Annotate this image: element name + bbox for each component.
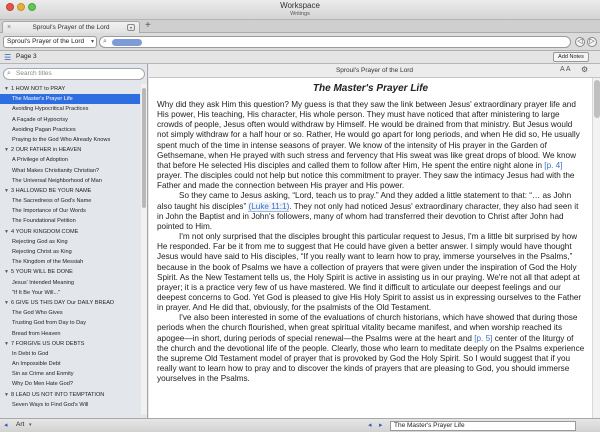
disclosure-triangle-icon[interactable]: ▼ [4,147,9,154]
toc-item-label: The Master's Prayer Life [12,96,73,103]
toc-item-label: The Foundational Petition [12,218,76,225]
tab-label: Sproul's Prayer of the Lord [32,24,110,31]
panel-toggle-icon[interactable]: ◂ [4,422,8,429]
toc-item-label: Avoiding Pagan Practices [12,126,76,133]
toc-item[interactable] [0,369,140,379]
paragraph-text: Why did they ask Him this question? My guess is that they saw the link between Jesus' extraordinary prayer life and His power, His teaching, His character, His whole person. They must have noticed that after ministering to large crowds of people, Jesus often would withdraw by Himself. He would be drained from that ministry. But Jesus would not simply withdraw for a half hour or so. Rather, He would go apart for long periods, and when He did so, He usually spent much of the time in intense seasons of prayer. We know of the intensity of His prayer in the Garden of Gethsemane, when He prayed with such stress and fervency that His sweat was like great drops of blood. We know that before He selected His disciples and called them to follow after Him, He spent the entire night alone in [157,100,580,170]
toc-item-label: 3 HALLOWED BE YOUR NAME [11,187,92,194]
toc-section[interactable] [0,145,140,155]
art-label[interactable]: Art [16,421,25,428]
toc-item[interactable] [0,349,140,359]
toc-item[interactable] [0,359,140,369]
toc-section[interactable] [0,227,140,237]
toc-item-label: "If It Be Your Will..." [12,289,61,296]
disclosure-triangle-icon[interactable]: ▼ [4,391,9,398]
toc-item[interactable] [0,278,140,288]
toolbar [0,51,600,64]
toc-item-label: Rejecting Christ as King [12,249,72,255]
previous-arrow-icon[interactable]: ◂ [368,422,372,429]
paragraph-text: center of the liturgy of the church and the devotional life of the people. Clearly, those who learn to meditate deeply on the Psalms experience the supreme Old Testament model of prayer that is provoked by God the Holy Spirit. So I would suggest that if you really want to learn how to pray and to discover the kinds of prayers that are pleasing to God, you should immerse yourselves in the Psalms. [157,333,585,384]
sidebar-scrollbar[interactable] [141,84,147,414]
paragraph-text: . They not only had noticed Jesus' extraordinary character, they also had seen it in John the Baptist and in John's followers, many of whom had transferred their devotion to Christ after John had pointed to Him. [157,201,579,231]
paragraph-3: I'm not only surprised that the disciples brought this particular request to Jesus, I'm a little bit surprised by how He responded. Far be it from me to suggest that He could have given a better answer. I simply would have thought Jesus would have said to His disciples, “If you really want to learn how to pray, immerse yourselves in the Psalms,” because in the book of Psalms we have a collection of prayers that were given under the inspiration of God the Holy Spirit. As the New Testament tells us, the Holy Spirit is active in assisting us in our praying. We're not all that adept at prayer; it is a practice very few of us have mastered. We find it difficult to articulate our deepest feelings and our deepest concerns to God. Yet God is pleased to give His Holy Spirit to assist us in expressing ourselves to the Father in prayer. And He did that, obviously, for the psalmists of the Old Testament. [157,232,582,313]
reference-field[interactable] [99,36,571,48]
paragraph-text: I've also been interested in some of the evaluations of church historians, which have showed that during those periods when the church flourished, when great spiritual vitality became manifest, and when worship reached its apogee—in short, during periods of special renewal—the Psalms were at the heart and [157,313,578,343]
add-notes-button[interactable]: Add Notes [553,52,589,62]
toc-item-label: Jesus' Intended Meaning [12,279,75,286]
toc-section[interactable] [0,339,140,349]
table-of-contents [0,84,140,414]
disclosure-triangle-icon[interactable]: ▼ [4,340,9,347]
toc-section[interactable] [0,186,140,196]
window-title: Workspace [280,1,320,10]
page-marker-link[interactable]: [p. 4] [544,160,563,170]
paragraph-2 [149,191,592,232]
toc-item-label: 2 OUR FATHER in HEAVEN [11,147,82,154]
reference-chip[interactable] [112,39,142,46]
add-tab-button[interactable]: + [145,20,151,31]
toc-section[interactable] [0,298,140,308]
toc-item-label: The Kingdom of the Messiah [12,259,84,266]
heading-field[interactable]: The Master's Prayer Life [390,421,576,431]
toc-item[interactable] [0,176,140,186]
toc-item-label: 8 LEAD US NOT INTO TEMPTATION [11,391,105,398]
toc-item-label: The Importance of Our Words [12,208,86,215]
resource-selector-label: Sproul's Prayer of the Lord [7,38,85,45]
toc-item-label: The Sacredness of God's Name [12,198,92,205]
gear-icon[interactable]: ⚙ [581,65,589,74]
toc-item-label: A Privilege of Adoption [12,157,68,164]
sidebar-scroll-thumb[interactable] [142,88,146,208]
pane-title: Sproul's Prayer of the Lord [335,67,414,74]
content-scroll-thumb[interactable] [594,80,600,118]
toc-section[interactable] [0,84,140,94]
search-icon: ⌕ [7,70,11,77]
disclosure-triangle-icon[interactable]: ▼ [4,86,9,92]
toc-item-label: The God Who Gives [12,310,63,317]
paragraph-text: prayer. The disciples could not help but notice this commitment to prayer. They saw the intimacy Jesus had with the Father and made the connection between His prayer and His power. [157,171,575,191]
toc-item[interactable] [0,288,140,298]
disclosure-triangle-icon[interactable]: ▼ [4,187,9,194]
window-titlebar [0,0,600,20]
toc-item[interactable] [0,125,140,135]
toc-item[interactable] [0,308,140,318]
paragraph-text: So they came to Jesus asking, “Lord, teach us to pray.” And they added a little statement to that: “… as John also taught his disciples” [157,191,572,211]
disclosure-triangle-icon[interactable]: ▼ [4,228,9,235]
tab-sprouls-prayer[interactable] [2,21,140,33]
toc-item[interactable] [0,196,140,206]
toc-item-label: A Façade of Hypocrisy [12,116,68,123]
toc-item[interactable] [0,155,140,165]
toc-item[interactable] [0,318,140,328]
toc-item[interactable] [0,400,140,410]
search-icon: ⌕ [103,38,107,45]
toc-item-label: Seven Ways to Find God's Will [12,401,89,408]
toc-item[interactable] [0,216,140,226]
paragraph-1 [149,100,592,191]
toc-item-label: An Impossible Debt [12,361,61,368]
toc-item[interactable] [0,206,140,216]
address-bar [0,33,600,51]
toc-item[interactable] [0,329,140,339]
toc-item-label: 4 YOUR KINGDOM COME [11,228,79,235]
toc-item[interactable] [0,115,140,125]
chevron-down-icon: ▾ [90,39,94,45]
content-scrollbar[interactable] [592,78,600,418]
toc-item-label: 1 HOW NOT to PRAY [11,86,66,92]
disclosure-triangle-icon[interactable]: ▼ [4,269,9,276]
back-arrow-icon[interactable]: ◁ [575,37,585,47]
toc-item[interactable] [0,379,140,389]
tab-bar [0,20,600,33]
toc-section[interactable] [0,267,140,277]
chevron-down-icon[interactable]: ▾ [127,24,135,31]
chevron-down-icon[interactable]: ▾ [29,422,32,428]
toc-item-label: Praying to the God Who Already Knows [12,136,111,143]
toc-section[interactable] [0,390,140,400]
toc-item[interactable] [0,237,140,247]
toc-item[interactable] [0,166,140,176]
toc-item-label: Why Do Men Hate God? [12,381,73,388]
forward-arrow-icon[interactable]: ▷ [587,37,597,47]
toc-item[interactable] [0,247,140,257]
toc-item[interactable] [0,257,140,267]
window-subtitle: Writings [290,11,310,17]
toc-item-label: Trusting God from Day to Day [12,320,87,327]
search-placeholder: Search titles [16,70,52,77]
document-view [149,78,592,418]
sidebar [0,64,148,418]
close-icon[interactable]: × [7,24,12,31]
toc-item[interactable] [0,135,140,145]
list-icon[interactable]: ☰ [4,53,12,62]
disclosure-triangle-icon[interactable]: ▼ [4,299,9,306]
paragraph-4 [149,313,592,384]
toc-item-label: Sin as Crime and Enmity [12,371,74,378]
toc-item[interactable] [0,104,140,114]
pane-header [149,64,600,78]
font-size-icon[interactable]: A A [560,66,571,73]
bible-reference-link[interactable]: (Luke 11:1) [248,201,290,211]
toc-item-label: The Universal Neighborhood of Man [12,177,102,184]
toc-item-label: 7 FORGIVE US OUR DEBTS [11,340,85,347]
toc-item-label: 6 GIVE US THIS DAY Our DAILY BREAD [11,299,114,306]
toc-item-label: 5 YOUR WILL BE DONE [11,269,73,276]
page-marker-link[interactable]: [p. 5] [474,333,493,343]
page-indicator: Page 3 [16,53,37,60]
toc-item-label: What Makes Christianity Christian? [12,167,100,174]
resource-selector[interactable] [3,36,97,48]
toc-item-label: Bread from Heaven [12,330,61,337]
toc-item[interactable] [0,94,140,104]
status-bar [0,418,600,432]
toc-item-label: Avoiding Hypocritical Practices [12,106,89,113]
search-titles-input[interactable] [3,68,145,80]
page-title: The Master's Prayer Life [312,83,429,94]
next-arrow-icon[interactable]: ▸ [379,422,383,429]
toc-item-label: In Debt to God [12,350,49,357]
toc-item-label: Rejecting God as King [12,238,68,245]
